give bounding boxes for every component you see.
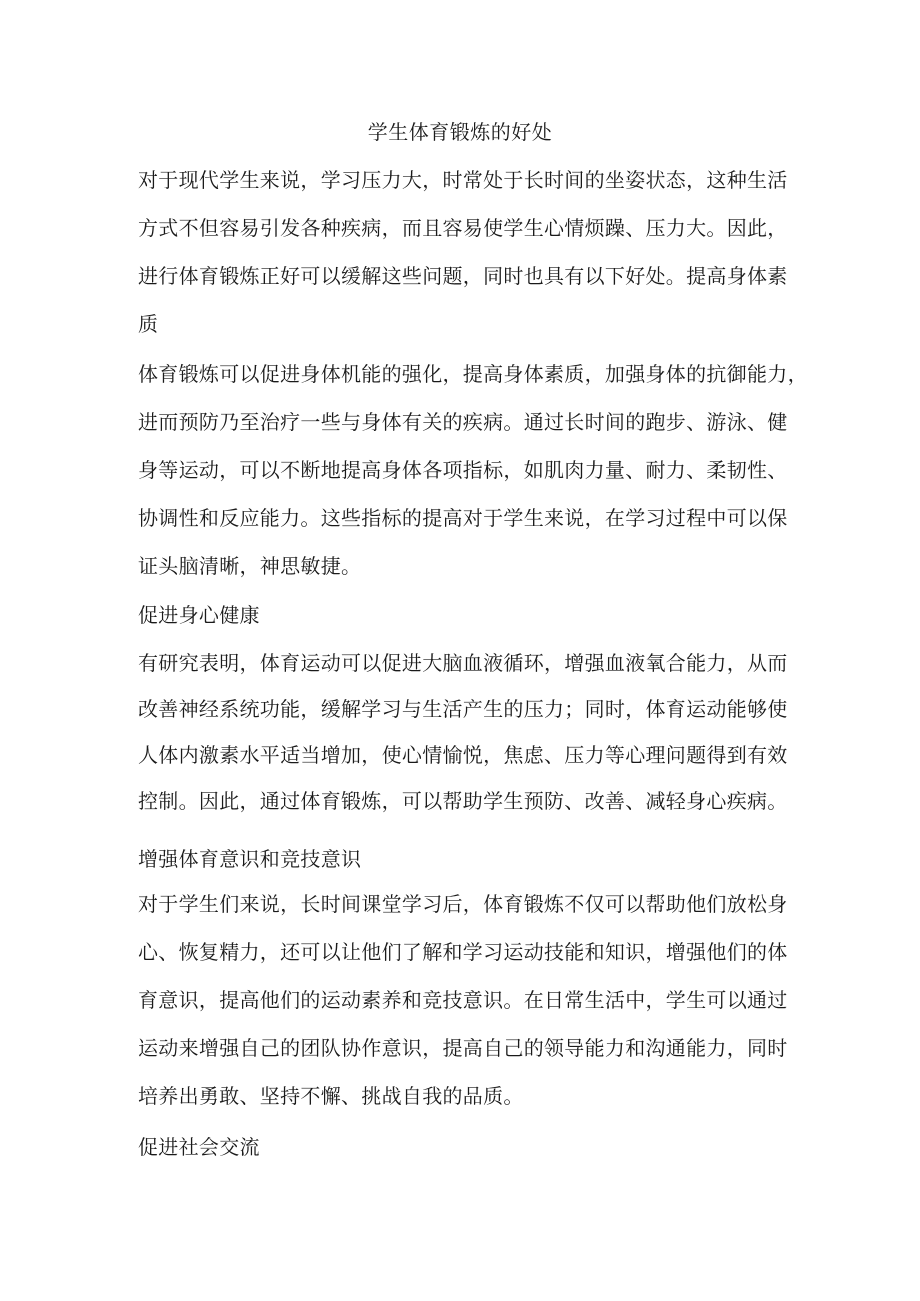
paragraph-line: 身等运动，可以不断地提高身体各项指标，如肌肉力量、耐力、柔韧性、 [138,458,788,482]
paragraph-line: 培养出勇敢、坚持不懈、挑战自我的品质。 [138,1084,524,1108]
document-title: 学生体育锻炼的好处 [367,120,553,144]
section1-paragraph [138,350,808,590]
paragraph-line: 人体内激素水平适当增加，使心情愉悦，焦虑、压力等心理问题得到有效 [138,743,788,767]
intro-paragraph [138,156,798,348]
paragraph-line: 方式不但容易引发各种疾病，而且容易使学生心情烦躁、压力大。因此， [138,216,788,240]
paragraph-line: 心、恢复精力，还可以让他们了解和学习运动技能和知识，增强他们的体 [138,940,788,964]
paragraph-line: 对于现代学生来说，学习压力大，时常处于长时间的坐姿状态，这种生活 [138,168,788,192]
section3-heading: 增强体育意识和竞技意识 [138,847,362,871]
section4-heading: 促进社会交流 [138,1135,260,1159]
paragraph-line: 有研究表明，体育运动可以促进大脑血液循环，增强血液氧合能力，从而 [138,651,788,675]
paragraph-line: 控制。因此，通过体育锻炼，可以帮助学生预防、改善、减轻身心疾病。 [138,789,788,813]
paragraph-line: 质 [138,312,159,336]
paragraph-line: 进而预防乃至治疗一些与身体有关的疾病。通过长时间的跑步、游泳、健 [138,410,788,434]
paragraph-line: 改善神经系统功能，缓解学习与生活产生的压力；同时，体育运动能够使 [138,697,788,721]
section3-paragraph [138,880,798,1120]
paragraph-line: 体育锻炼可以促进身体机能的强化，提高身体素质，加强身体的抗御能力， [138,362,808,386]
section2-heading: 促进身心健康 [138,603,260,627]
paragraph-line: 育意识，提高他们的运动素养和竞技意识。在日常生活中，学生可以通过 [138,988,788,1012]
paragraph-line: 运动来增强自己的团队协作意识，提高自己的领导能力和沟通能力，同时 [138,1036,788,1060]
section2-paragraph [138,640,798,824]
paragraph-line: 对于学生们来说，长时间课堂学习后，体育锻炼不仅可以帮助他们放松身 [138,892,788,916]
paragraph-line: 证头脑清晰，神思敏捷。 [138,554,362,578]
paragraph-line: 协调性和反应能力。这些指标的提高对于学生来说，在学习过程中可以保 [138,506,788,530]
paragraph-line: 进行体育锻炼正好可以缓解这些问题，同时也具有以下好处。提高身体素 [138,264,788,288]
